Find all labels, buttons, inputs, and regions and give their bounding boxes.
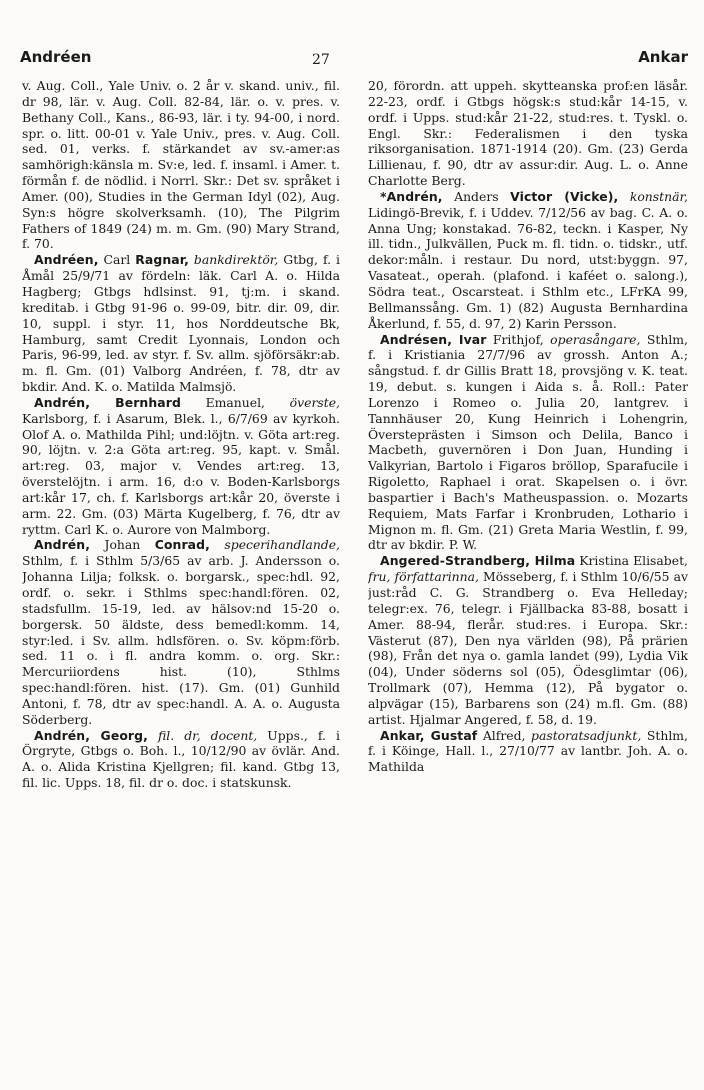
entry-headword: Andrén, Bernhard [34, 394, 181, 410]
entry-occupation: specerihandlande, [209, 537, 340, 553]
entry-continuation: v. Aug. Coll., Yale Univ. o. 2 år v. skand. univ., fil. dr 98, lär. v. Aug. Coll. 82-84, lär. o. v. pres. v. Bethany Coll., Kans., 86-93, lär. i ty. 94-00, i nord. spr. o. litt. 00-01 v. Yale Univ., pres. v. Aug. Coll. sed. 01, verks. f. stärkandet av sv.-amer:as samhörigh:känsla m. Sv:e, led. f. insaml. i Amer. t. förmån f. de nödlid. i Norrl. Skr.: Det sv. språket i Amer. (00), Studies in the German Idyl (02), Aug. Syn:s högre skolverksamh. (10), The Pilgrim Fathers of 1849 (24) m. m. Gm. (90) Mary Strand, f. 70. [22, 78, 340, 252]
entry-andren-conrad: Andrén, Johan Conrad, specerihandlande, Sthlm, f. i Sthlm 5/3/65 av arb. J. Andersson o. Johanna Lilja; folksk. o. borgarsk., spec:hdl. 92, ordf. o. sekr. i Sthlms spec:handl:fören. 02, stadsfullm. 15-19, led. av hälsov:nd 15-20 o. borgersk. 50 äldste, dess bemedl:komm. 14, styr:led. i Sv. allm. hdlsfören. o. Sv. köpm:förb. sed. 11 o. i fl. andra komm. o. org. Skr.: Mercuriiordens hist. (10), Sthlms spec:handl:fören. hist. (17). Gm. (01) Gunhild Antoni, f. 78, dtr av spec:handl. A. A. o. Augusta Söderberg. [22, 537, 340, 727]
entry-andren-georg: Andrén, Georg, fil. dr, docent, Upps., f. i Örgryte, Gtbgs o. Boh. l., 10/12/90 av övlär. And. A. o. Alida Kristina Kjellgren; fil. kand. Gtbg 13, fil. lic. Upps. 18, fil. dr o. doc. i statskunsk. [22, 727, 340, 791]
entry-andresen-ivar: Andrésen, Ivar Frithjof, operasångare, Sthlm, f. i Kristiania 27/7/96 av grossh. Anton A.; sångstud. f. dr Gillis Bratt 18, provsjöng v. K. teat. 19, debut. s. kungen i Aida s. å. Roll.: Pater Lorenzo i Romeo o. Julia 20, lantgrev. i Tannhäuser 20, Kung Heinrich i Lohengrin, Översteprästen i Simson och Delila, Banco i Macbeth, guvernören i Don Juan, Hunding i Valkyrian, Bartolo i Figaros bröllop, Sparafucile i Rigoletto, Raphael i orat. Skapelsen o. i övr. baspartier i Bach's Matheuspassion. o. Mozarts Requiem, Mats Farfar i Kronbruden, Lothario i Mignon m. fl. Gm. (21) Greta Maria Westlin, f. 99, dtr av bkdir. P. W. [368, 331, 688, 553]
entry-marker: * [380, 188, 387, 204]
right-column [368, 78, 688, 1078]
entry-headword: Andrén, [386, 188, 443, 204]
entry-headword: Andrésen, Ivar [380, 331, 487, 347]
entry-headword: Ankar, Gustaf [380, 727, 478, 743]
entry-ankar-gustaf: Ankar, Gustaf Alfred, pastoratsadjunkt, Sthlm, f. i Köinge, Hall. l., 27/10/77 av lantbr. Joh. A. o. Mathilda [368, 727, 688, 775]
left-column [22, 78, 340, 1078]
entry-headword: Angered-Strandberg, Hilma [380, 553, 576, 569]
entry-occupation: fru, författarinna, [368, 569, 479, 585]
entry-headword: Andréen, [34, 252, 99, 268]
entry-occupation: bankdirektör, [188, 252, 279, 268]
entry-continuation: 20, förordn. att uppeh. skytteanska prof:en läsår. 22-23, ordf. i Gtbgs högsk:s stud:kår 14-15, v. ordf. i Upps. stud:kår 21-22, stud:res. t. Tyskl. o. Engl. Skr.: Federalismen i den tyska riksorganisation. 1871-1914 (20). Gm. (23) Gerda Lillienau, f. 90, dtr av assur:dir. Aug. L. o. Anne Charlotte Berg. [368, 78, 688, 189]
header-right-guide-word: Ankar [638, 48, 688, 66]
entry-occupation: överste, [289, 394, 340, 410]
entry-andreen-ragnar: Andréen, Carl Ragnar, bankdirektör, Gtbg, f. i Åmål 25/9/71 av fördeln: läk. Carl A. o. Hilda Hagberg; Gtbgs hdlsinst. 91, tj:m. i skand. kreditab. i Gtbg 91-96 o. 99-09, bitr. dir. 09, dir. 10, suppl. i styr. 11, hos Norddeutsche Bk, Hamburg, samt Credit Lyonnais, London och Paris, 96-99, led. av styr. f. Sv. allm. sjöförsäkr:ab. m. fl. Gm. (01) Valborg Andréen, f. 78, dtr av bkdir. And. K. o. Matilda Malmsjö. [22, 252, 340, 395]
entry-headword: Andrén, Georg, [34, 727, 148, 743]
entry-occupation: fil. dr, docent, [157, 727, 258, 743]
entry-occupation: konstnär, [618, 188, 688, 204]
entry-occupation: pastoratsadjunkt, [531, 727, 642, 743]
entry-angered-strandberg: Angered-Strandberg, Hilma Kristina Elisabet, fru, författarinna, Mösseberg, f. i Sthlm 10/6/55 av just:råd C. G. Strandberg o. Eva Helleday; telegr:ex. 76, telegr. i Fjällbacka 83-88, bosatt i Amer. 88-94, flerår. stud:res. i Europa. Skr.: Västerut (87), Den nya världen (98), På prärien (98), Från det nya o. gamla landet (99), Lydia Vik (04), Under söderns sol (05), Ödesglimtar (06), Trollmark (07), Hemma (12), På bygator o. alpvägar (15), Barbarens son (24) m.fl. Gm. (88) artist. Hjalmar Angered, f. 58, d. 19. [368, 553, 688, 727]
running-header [20, 48, 688, 72]
page-number: 27 [312, 52, 330, 68]
entry-headword-given-name: Victor (Vicke), [510, 188, 619, 204]
entry-andren-victor: *Andrén, Anders Victor (Vicke), konstnär, Lidingö-Brevik, f. i Uddev. 7/12/56 av bag. C. A. o. Anna Ung; konstakad. 76-82, teckn. i Kasper, Ny ill. tidn., Julkvällen, Puck m. fl. tidn. o. tidskr., utf. dekor:måln. i restaur. Du nord, utst:byggn. 97, Vasateat., operah. (plafond. i kaféet o. salong.), Södra teat., Oscarsteat. i Sthlm etc., LFrKA 99, Bellmanssång. Gm. 1) (82) Augusta Bernhardina Åkerlund, f. 55, d. 97, 2) Karin Persson. [368, 188, 688, 331]
entry-occupation: operasångare, [550, 331, 641, 347]
entry-headword-given-name: Conrad, [154, 537, 210, 553]
entry-headword: Andrén, [34, 537, 91, 553]
entry-andren-bernhard: Andrén, Bernhard Emanuel, överste, Karlsborg, f. i Asarum, Blek. l., 6/7/69 av kyrkoh. Olof A. o. Mathilda Pihl; und:löjtn. v. Göta art:reg. 90, löjtn. v. 2:a Göta art:reg. 95, kapt. v. Smål. art:reg. 03, major v. Vendes art:reg. 13, överstelöjtn. i arm. 16, d:o v. Boden-Karlsborgs art:kår 17, ch. f. Karlsborgs art:kår 20, överste i arm. 22. Gm. (03) Märta Kugelberg, f. 76, dtr av ryttm. Carl K. o. Aurore von Malmborg. [22, 394, 340, 537]
header-left-guide-word: Andréen [20, 48, 92, 66]
entry-headword-given-name: Ragnar, [135, 252, 189, 268]
